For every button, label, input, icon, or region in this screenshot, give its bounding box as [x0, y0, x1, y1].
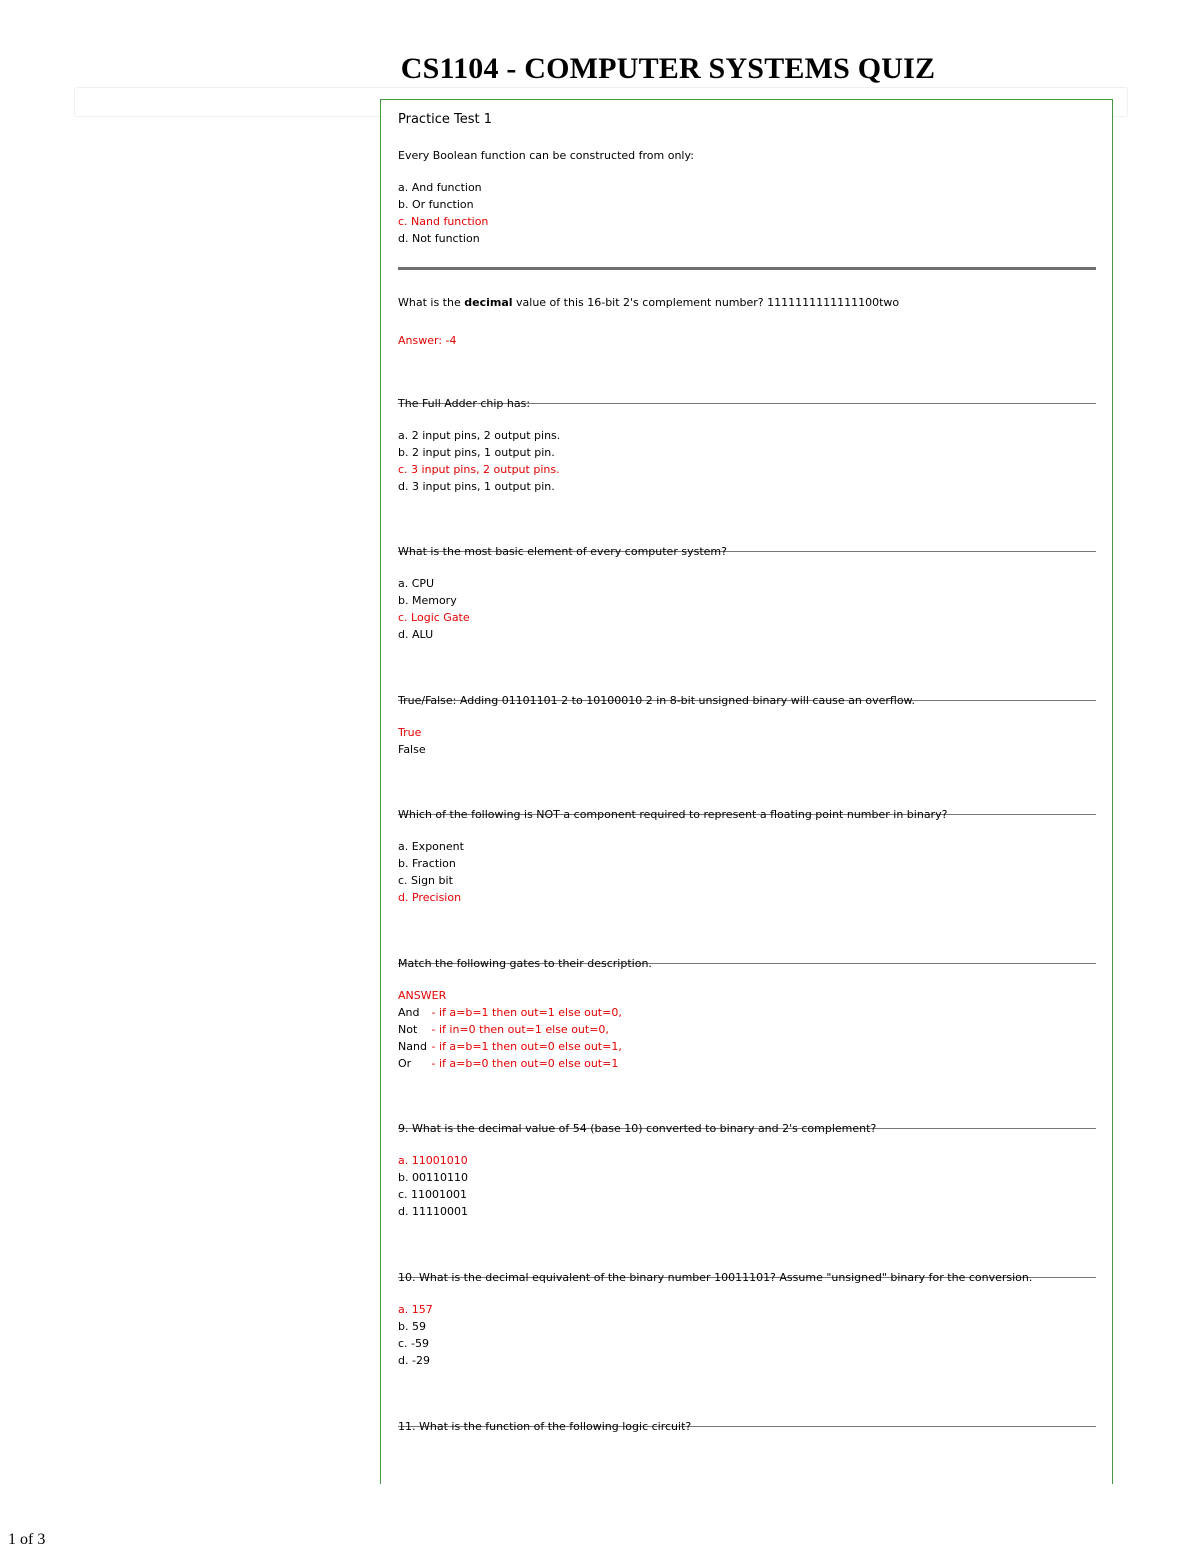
option-d[interactable]: d. 3 input pins, 1 output pin.: [398, 480, 555, 493]
option-a-correct[interactable]: a. 11001010: [398, 1154, 468, 1167]
option-a[interactable]: a. And function: [398, 181, 482, 194]
question-7: [398, 955, 1096, 1072]
option-false[interactable]: False: [398, 743, 426, 756]
question-6: [398, 806, 1096, 906]
option-b[interactable]: b. Memory: [398, 594, 457, 607]
option-b[interactable]: b. 2 input pins, 1 output pin.: [398, 446, 555, 459]
question-text: 11. What is the function of the following logic circuit?: [398, 1418, 1096, 1436]
option-c-correct[interactable]: c. Nand function: [398, 215, 489, 228]
question-11: [398, 1418, 1096, 1436]
options-list: [398, 1301, 1096, 1369]
question-text: The Full Adder chip has:: [398, 395, 1096, 413]
option-c-correct[interactable]: c. 3 input pins, 2 output pins.: [398, 463, 560, 476]
question-4: [398, 543, 1096, 643]
option-a[interactable]: a. CPU: [398, 577, 435, 590]
answer-text: Answer: -4: [398, 334, 457, 347]
options-list: [398, 1152, 1096, 1220]
section-divider: [398, 267, 1096, 270]
question-10: [398, 1269, 1096, 1369]
option-b[interactable]: b. Or function: [398, 198, 474, 211]
question-text: 10. What is the decimal equivalent of the binary number 10011101? Assume "unsigned" binary for the conversion.: [398, 1269, 1096, 1287]
option-b[interactable]: b. Fraction: [398, 857, 456, 870]
option-b[interactable]: b. 00110110: [398, 1171, 468, 1184]
question-text: True/False: Adding 01101101 2 to 10100010 2 in 8-bit unsigned binary will cause an overflow.: [398, 692, 1096, 710]
option-d[interactable]: d. -29: [398, 1354, 430, 1367]
option-a[interactable]: a. 2 input pins, 2 output pins.: [398, 429, 561, 442]
emphasis-decimal: decimal: [464, 296, 513, 309]
options-list: [398, 724, 1096, 758]
document-title: CS1104 - COMPUTER SYSTEMS QUIZ: [400, 52, 936, 85]
question-text: Match the following gates to their description.: [398, 955, 1096, 973]
option-d[interactable]: d. 11110001: [398, 1205, 468, 1218]
options-list: [398, 838, 1096, 906]
options-list: [398, 575, 1096, 643]
question-text: What is the decimal value of this 16-bit 2's complement number? 1111111111111100two: [398, 296, 900, 309]
answer-label: ANSWER: [398, 989, 447, 1002]
question-3: [398, 395, 1096, 495]
options-list: [398, 179, 1096, 247]
option-a[interactable]: a. Exponent: [398, 840, 464, 853]
option-c-correct[interactable]: c. Logic Gate: [398, 611, 470, 624]
option-c[interactable]: c. 11001001: [398, 1188, 468, 1201]
question-text: Every Boolean function can be constructed from only:: [398, 149, 694, 162]
option-d[interactable]: d. Not function: [398, 232, 480, 245]
page-indicator: 1 of 3: [8, 1531, 46, 1548]
option-c[interactable]: c. -59: [398, 1337, 430, 1350]
match-answer: [398, 987, 1096, 1072]
option-b[interactable]: b. 59: [398, 1320, 426, 1333]
options-list: [398, 427, 1096, 495]
question-text: 9. What is the decimal value of 54 (base 10) converted to binary and 2's complement?: [398, 1120, 1096, 1138]
question-5: [398, 692, 1096, 758]
quiz-panel: [380, 99, 1113, 1484]
match-row: Not - if in=0 then out=1 else out=0,: [398, 1023, 609, 1036]
question-text: What is the most basic element of every computer system?: [398, 543, 1096, 561]
question-9: [398, 1120, 1096, 1220]
option-d-correct[interactable]: d. Precision: [398, 891, 462, 904]
option-d[interactable]: d. ALU: [398, 628, 434, 641]
option-true-correct[interactable]: True: [398, 726, 422, 739]
option-c[interactable]: c. Sign bit: [398, 874, 453, 887]
match-row: Or - if a=b=0 then out=0 else out=1: [398, 1057, 619, 1070]
match-row: And - if a=b=1 then out=1 else out=0,: [398, 1006, 622, 1019]
match-row: Nand - if a=b=1 then out=0 else out=1,: [398, 1040, 622, 1053]
question-1: [398, 147, 1096, 247]
question-text: Which of the following is NOT a component required to represent a floating point number in binary?: [398, 806, 1096, 824]
test-title: Practice Test 1: [398, 112, 493, 127]
question-2: [398, 294, 1096, 347]
option-a-correct[interactable]: a. 157: [398, 1303, 433, 1316]
